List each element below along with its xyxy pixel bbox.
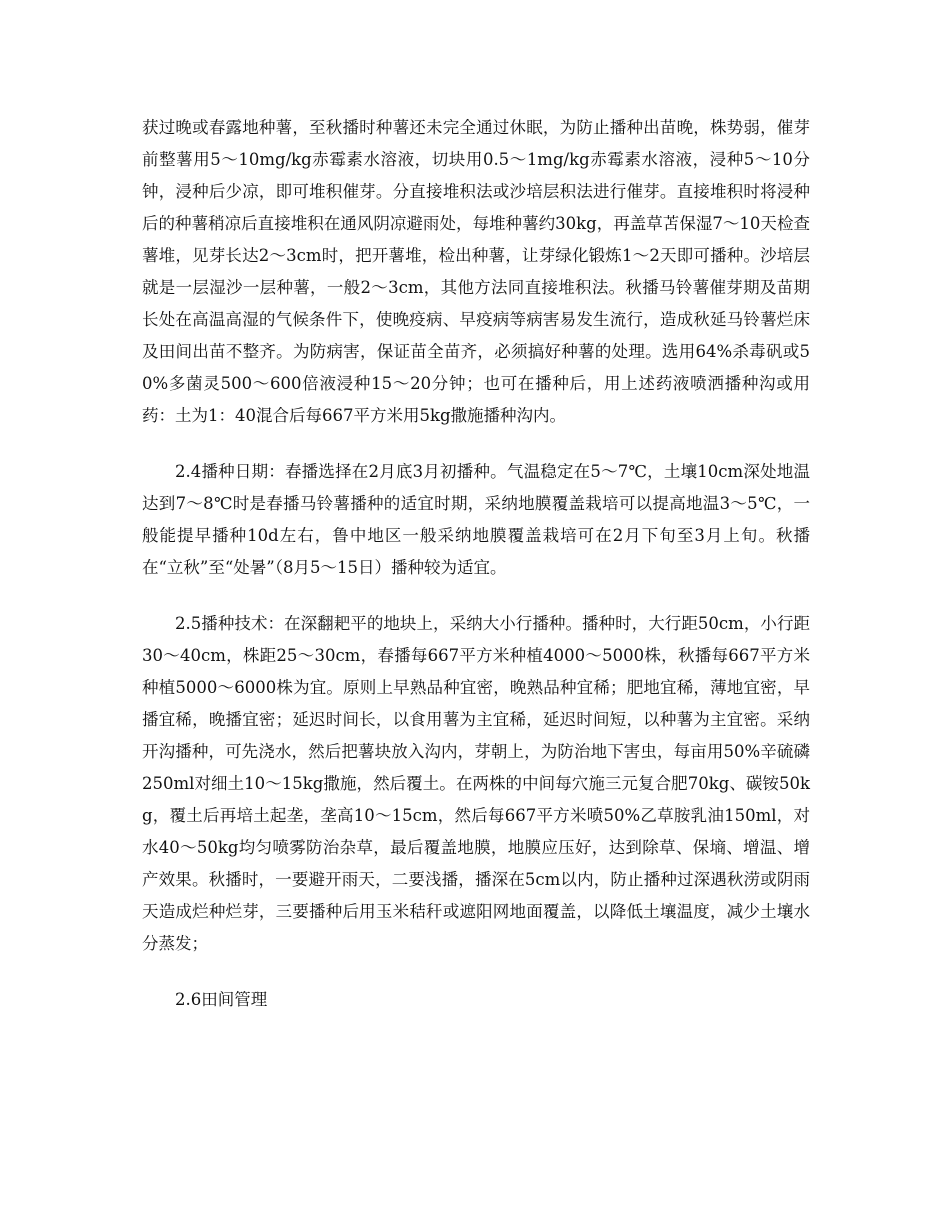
paragraph-seed-treatment: 获过晚或春露地种薯，至秋播时种薯还未完全通过休眠，为防止播种出苗晚，株势弱，催芽前整薯用5～10mg/kg赤霉素水溶液，切块用0.5～1mg/kg赤霉素水溶液，浸种5～10分钟，浸种后少凉，即可堆积催芽。分直接堆积法或沙培层积法进行催芽。直接堆积时将浸种后的种薯稍凉后直接堆积在通风阴凉避雨处，每堆种薯约30kg，再盖草苫保湿7～10天检查薯堆，见芽长达2～3cm时，把开薯堆，检出种薯，让芽绿化锻炼1～2天即可播种。沙培层就是一层湿沙一层种薯，一般2～3cm，其他方法同直接堆积法。秋播马铃薯催芽期及苗期长处在高温高湿的气候条件下，使晚疫病、早疫病等病害易发生流行，造成秋延马铃薯烂床及田间出苗不整齐。为防病害，保证苗全苗齐，必须搞好种薯的处理。选用64%杀毒矾或50%多菌灵500～600倍液浸种15～20分钟；也可在播种后，用上述药液喷洒播种沟或用药：土为1：40混合后每667平方米用5kg撒施播种沟内。 (142, 118, 810, 425)
section-heading-field-management: 2.6田间管理 (175, 990, 268, 1009)
document-body (142, 112, 810, 1016)
paragraph-sowing-technique: 2.5播种技术：在深翻耙平的地块上，采纳大小行播种。播种时，大行距50cm，小行距30～40cm，株距25～30cm，春播每667平方米种植4000～5000株，秋播每667平方米种植5000～6000株为宜。原则上早熟品种宜密，晚熟品种宜稀；肥地宜稀，薄地宜密，早播宜稀，晚播宜密；延迟时间长，以食用薯为主宜稀，延迟时间短，以种薯为主宜密。采纳开沟播种，可先浇水，然后把薯块放入沟内，芽朝上，为防治地下害虫，每亩用50%辛硫磷250ml对细土10～15kg撒施，然后覆土。在两株的中间每穴施三元复合肥70kg、碳铵50kg，覆土后再培土起垄，垄高10～15cm，然后每667平方米喷50%乙草胺乳油150ml，对水40～50kg均匀喷雾防治杂草，最后覆盖地膜，地膜应压好，达到除草、保墒、增温、增产效果。秋播时，一要避开雨天，二要浅播，播深在5cm以内，防止播种过深遇秋涝或阴雨天造成烂种烂芽，三要播种后用玉米秸秆或遮阳网地面覆盖，以降低土壤温度，减少土壤水分蒸发； (142, 614, 810, 953)
paragraph-sowing-date: 2.4播种日期：春播选择在2月底3月初播种。气温稳定在5～7℃，土壤10cm深处地温达到7～8℃时是春播马铃薯播种的适宜时期，采纳地膜覆盖栽培可以提高地温3～5℃，一般能提早播种10d左右，鲁中地区一般采纳地膜覆盖栽培可在2月下旬至3月上旬。秋播在“立秋”至“处暑”（8月5～15日）播种较为适宜。 (142, 462, 810, 577)
